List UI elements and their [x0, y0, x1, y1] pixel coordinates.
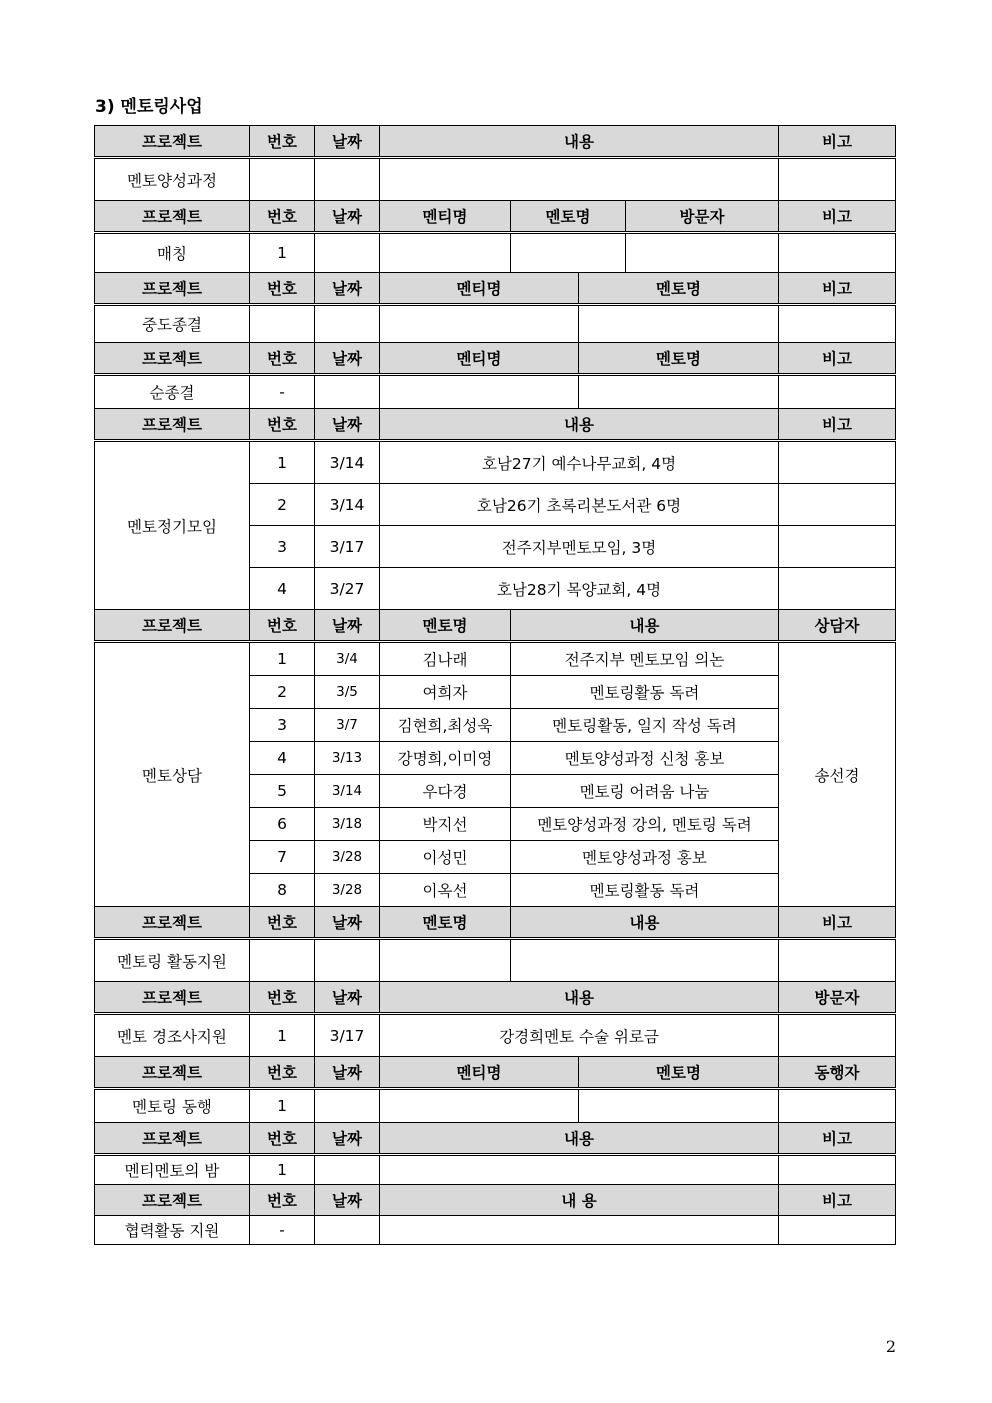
- header-mentor: 멘토명: [511, 201, 626, 233]
- table-row: 7 3/28 이성민 멘토양성과정 홍보: [95, 841, 896, 874]
- header-mentee: 멘티명: [380, 201, 511, 233]
- table-row: 매칭 1: [95, 233, 896, 273]
- project-cell: 멘토 경조사지원: [95, 1014, 250, 1057]
- table-row: 8 3/28 이옥선 멘토링활동 독려: [95, 874, 896, 907]
- header-row: 프로젝트 번호 날짜 내용 비고: [95, 1123, 896, 1155]
- table-row: 4 3/13 강명희,이미영 멘토양성과정 신청 홍보: [95, 742, 896, 775]
- header-content: 내용: [380, 126, 779, 158]
- project-cell: 중도종결: [95, 305, 250, 343]
- header-row: [95, 126, 896, 158]
- header-counselor: 상담자: [779, 610, 896, 642]
- table-row: 멘토링 동행 1: [95, 1089, 896, 1123]
- table-row: 협력활동 지원 -: [95, 1216, 896, 1245]
- counselor-cell: 송선경: [779, 642, 896, 907]
- table-row: 6 3/18 박지선 멘토양성과정 강의, 멘토링 독려: [95, 808, 896, 841]
- header-row: 프로젝트 번호 날짜 내용 방문자: [95, 982, 896, 1014]
- header-companion: 동행자: [779, 1057, 896, 1089]
- table-row: [95, 939, 896, 982]
- table-row: 멘토정기모임 1 3/14 호남27기 예수나무교회, 4명: [95, 441, 896, 484]
- project-cell: 멘토링 활동지원: [95, 939, 250, 982]
- header-row: 프로젝트 번호 날짜 멘토명 내용 상담자: [95, 610, 896, 642]
- project-cell: 매칭: [95, 233, 250, 273]
- project-cell: 멘토상담: [95, 642, 250, 907]
- table-row: 5 3/14 우다경 멘토링 어려움 나눔: [95, 775, 896, 808]
- table-row: 2 3/5 여희자 멘토링활동 독려: [95, 676, 896, 709]
- section-heading: 3) 멘토링사업: [95, 97, 203, 117]
- header-row: 프로젝트 번호 날짜 멘티명 멘토명 동행자: [95, 1057, 896, 1089]
- table-row: 3 3/17 전주지부멘토모임, 3명: [95, 526, 896, 568]
- project-cell: 멘토양성과정: [95, 158, 250, 201]
- project-cell: 멘토링 동행: [95, 1089, 250, 1123]
- table-row: 멘토상담 1 3/4 김나래 전주지부 멘토모임 의논 송선경: [95, 642, 896, 676]
- table-row: 멘토 경조사지원 1 3/17 강경희멘토 수술 위로금: [95, 1014, 896, 1057]
- header-row: 프로젝트 번호 날짜 멘티명 멘토명 방문자 비고: [95, 201, 896, 233]
- header-row: 프로젝트 번호 날짜 멘토명 내용 비고: [95, 907, 896, 939]
- table-row: 3 3/7 김현희,최성욱 멘토링활동, 일지 작성 독려: [95, 709, 896, 742]
- header-row: 프로젝트 번호 날짜 내 용 비고: [95, 1185, 896, 1216]
- project-cell: 멘티멘토의 밤: [95, 1155, 250, 1185]
- mentoring-table: [94, 125, 896, 1245]
- table-row: 2 3/14 호남26기 초록리본도서관 6명: [95, 484, 896, 526]
- header-row: 프로젝트 번호 날짜 멘티명 멘토명 비고: [95, 273, 896, 305]
- table-row: 4 3/27 호남28기 목양교회, 4명: [95, 568, 896, 610]
- page-number: 2: [885, 1337, 896, 1356]
- header-visitor: 방문자: [626, 201, 779, 233]
- project-cell: 순종결: [95, 375, 250, 409]
- table-row: [95, 158, 896, 201]
- header-num: 번호: [250, 126, 315, 158]
- project-cell: 멘토정기모임: [95, 441, 250, 610]
- table-row: 멘티멘토의 밤 1: [95, 1155, 896, 1185]
- header-project: 프로젝트: [95, 126, 250, 158]
- header-row: 프로젝트 번호 날짜 멘티명 멘토명 비고: [95, 343, 896, 375]
- header-row: 프로젝트 번호 날짜 내용 비고: [95, 409, 896, 441]
- header-note: 비고: [779, 126, 896, 158]
- project-cell: 협력활동 지원: [95, 1216, 250, 1245]
- table-row: [95, 305, 896, 343]
- table-row: 순종결 -: [95, 375, 896, 409]
- header-date: 날짜: [315, 126, 380, 158]
